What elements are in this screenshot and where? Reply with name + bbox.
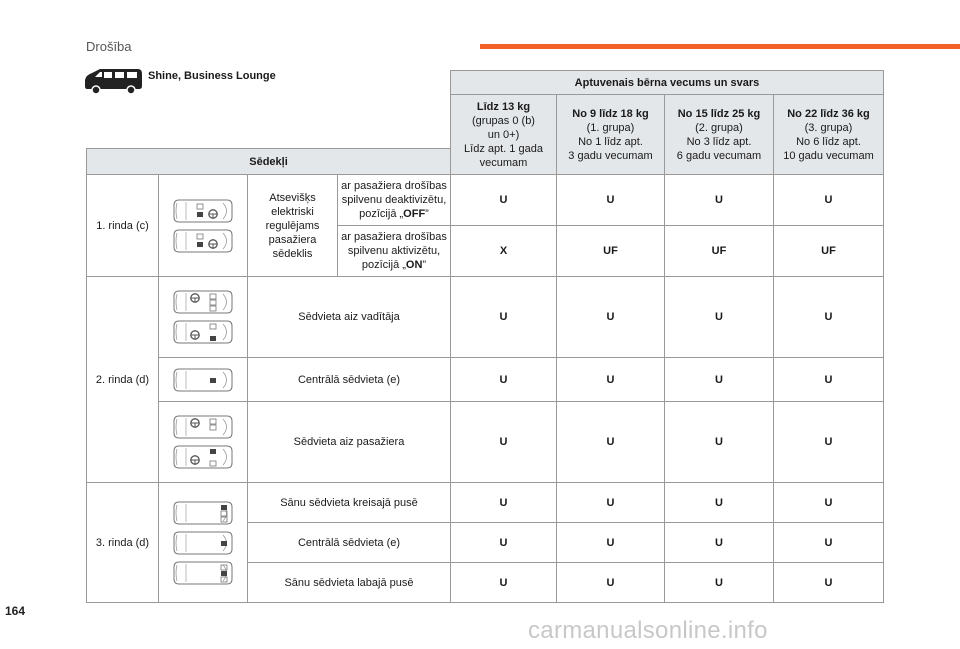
table-cell: U (557, 358, 665, 402)
table-cell: U (774, 483, 884, 523)
seat-diagram-icon (173, 199, 233, 223)
seat-diagram-row3 (159, 483, 248, 603)
seat-diagram-icon (173, 229, 233, 253)
table-cell: U (774, 175, 884, 226)
table-cell: U (451, 523, 557, 563)
column-header-4: No 22 līdz 36 kg (3. grupa) No 6 līdz apt. 10 gadu vecumam (774, 95, 884, 175)
table-cell: U (557, 175, 665, 226)
row-label-2: 2. rinda (d) (87, 277, 159, 483)
table-cell: U (774, 402, 884, 483)
table-cell: U (774, 563, 884, 603)
age-weight-group-header: Aptuvenais bērna vecums un svars (451, 71, 884, 95)
page-number: 164 (5, 604, 26, 618)
table-cell: U (557, 563, 665, 603)
table-cell: U (451, 277, 557, 358)
table-cell: U (665, 523, 774, 563)
table-cell: UF (774, 226, 884, 277)
table-cell: U (451, 402, 557, 483)
row2-seat-3-description: Sēdvieta aiz pasažiera (248, 402, 451, 483)
airbag-on-condition: ar pasažiera drošības spilvenu aktivizētu, pozīcijā „ON” (338, 226, 451, 277)
seat-diagram-icon (173, 501, 233, 525)
airbag-off-condition: ar pasažiera drošības spilvenu deaktivizētu, pozīcijā „OFF” (338, 175, 451, 226)
row-label-3: 3. rinda (d) (87, 483, 159, 603)
row3-seat-1-description: Sānu sēdvieta kreisajā pusē (248, 483, 451, 523)
column-header-3: No 15 līdz 25 kg (2. grupa) No 3 līdz apt. 6 gadu vecumam (665, 95, 774, 175)
column-header-1: Līdz 13 kg (grupas 0 (b) un 0+) Līdz apt. 1 gada vecumam (451, 95, 557, 175)
table-cell: U (665, 483, 774, 523)
vehicle-variant-label: Shine, Business Lounge (148, 70, 276, 82)
table-cell: U (451, 483, 557, 523)
table-cell: U (774, 523, 884, 563)
seat-diagram-icon (173, 320, 233, 344)
seat-diagram-row2-b (159, 358, 248, 402)
child-seat-table (86, 70, 884, 603)
seat-diagram-icon (173, 415, 233, 439)
table-cell: U (557, 523, 665, 563)
table-cell: U (451, 358, 557, 402)
table-cell: U (557, 402, 665, 483)
seat-diagram-icon (173, 445, 233, 469)
table-cell: U (451, 563, 557, 603)
table-cell: U (774, 358, 884, 402)
table-cell: U (557, 277, 665, 358)
table-cell: U (665, 175, 774, 226)
section-title: Drošība (86, 39, 132, 54)
row3-seat-2-description: Centrālā sēdvieta (e) (248, 523, 451, 563)
row1-seat-description: Atsevišķs elektriski regulējams pasažiera sēdeklis (248, 175, 338, 277)
column-header-2: No 9 līdz 18 kg (1. grupa) No 1 līdz apt. 3 gadu vecumam (557, 95, 665, 175)
table-cell: UF (665, 226, 774, 277)
watermark: carmanualsonline.info (528, 617, 768, 644)
seat-diagram-row2-c (159, 402, 248, 483)
row-label-1: 1. rinda (c) (87, 175, 159, 277)
seat-diagram-row2-a (159, 277, 248, 358)
table-cell: U (665, 277, 774, 358)
table-cell: U (451, 175, 557, 226)
table-cell: UF (557, 226, 665, 277)
seat-diagram-icon (173, 290, 233, 314)
section-accent-bar (480, 44, 960, 49)
table-cell: U (665, 402, 774, 483)
row2-seat-1-description: Sēdvieta aiz vadītāja (248, 277, 451, 358)
seat-diagram-row1 (159, 175, 248, 277)
seat-diagram-icon (173, 561, 233, 585)
row3-seat-3-description: Sānu sēdvieta labajā pusē (248, 563, 451, 603)
table-cell: U (665, 358, 774, 402)
seats-header: Sēdekļi (87, 149, 451, 175)
table-cell: U (774, 277, 884, 358)
seat-diagram-icon (173, 368, 233, 392)
table-cell: X (451, 226, 557, 277)
table-cell: U (665, 563, 774, 603)
table-cell: U (557, 483, 665, 523)
seat-diagram-icon (173, 531, 233, 555)
row2-seat-2-description: Centrālā sēdvieta (e) (248, 358, 451, 402)
